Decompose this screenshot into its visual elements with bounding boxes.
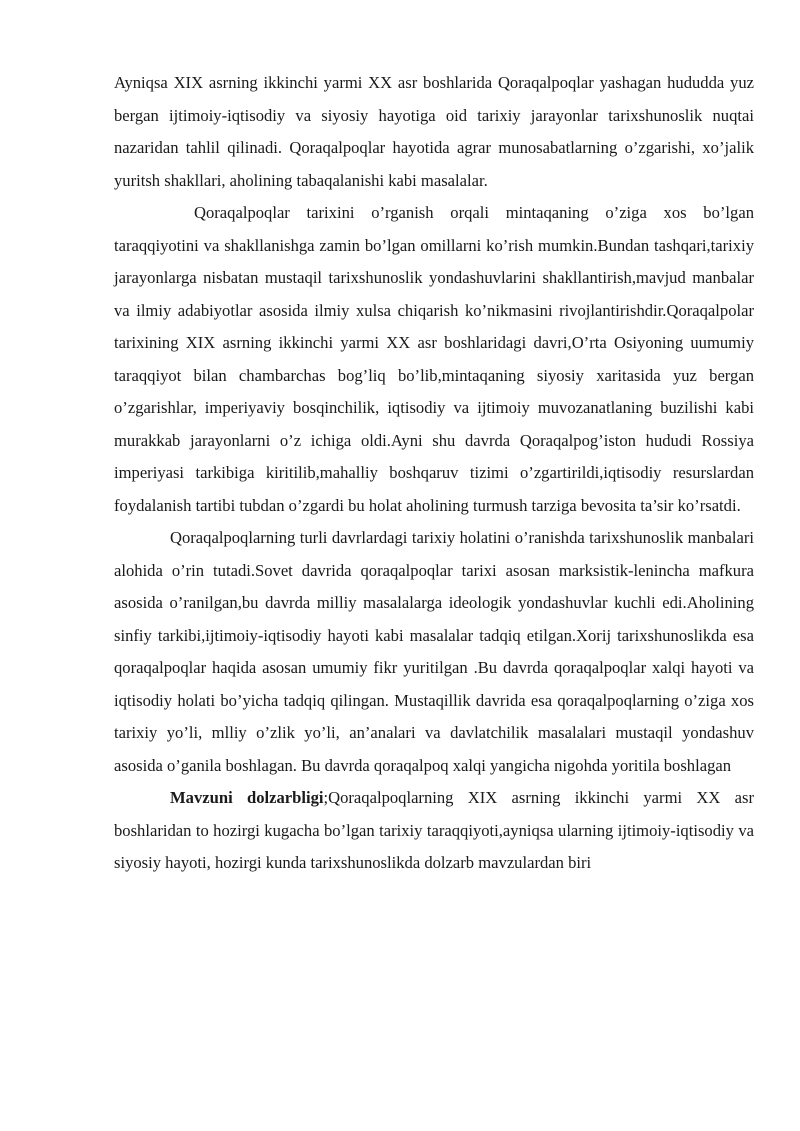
paragraph-historiography: Qoraqalpoqlarning turli davrlardagi tarixiy holatini o’ranishda tarixshunoslik manbalari alohida o’rin tutadi.Sovet davrida qoraqalpoqlar tarixi asosan marksistik-lenincha mafkura asosida o’ranilgan,bu davrda milliy masalalarga ideologik yondashuvlar kuchli edi.Aholining sinfiy tarkibi,ijtimoiy-iqtisodiy hayoti kabi masalalar tadqiq etilgan.Xorij tarixshunoslikda esa qoraqalpoqlar haqida asosan umumiy fikr yuritilgan .Bu davrda qoraqalpoqlar xalqi hayoti va iqtisodiy holati bo’yicha tadqiq qilingan. Mustaqillik davrida esa qoraqalpoqlarning o’ziga xos tarixiy yo’li, mlliy o’zlik yo’li, an’analari va davlatchilik masalalari mustaqil yondashuv asosida o’ganila boshlagan. Bu davrda qoraqalpoq xalqi yangicha nigohda yoritila boshlagan <box>114 528 754 775</box>
relevance-text: ;Qoraqalpoqlarning XIX asrning ikkinchi yarmi XX asr boshlaridan to hozirgi kugacha bo’lgan tarixiy taraqqiyoti,ayniqsa ularning ijtimoiy-iqtisodiy va siyosiy hayoti, hozirgi kunda tarixshunoslikda dolzarb mavzulardan biri <box>114 788 754 872</box>
paragraph-history-study: Qoraqalpoqlar tarixini o’rganish orqali mintaqaning o’ziga xos bo’lgan taraqqiyotini va shakllanishga zamin bo’lgan omillarni ko’rish mumkin.Bundan tashqari,tarixiy jarayonlarga nisbatan mustaqil tarixshunoslik yondashuvlarini shakllantirish,mavjud manbalar va ilmiy adabiyotlar asosida ilmiy xulsa chiqarish ko’nikmasini rivojlantirishdir.Qoraqalpolar tarixining XIX asrning ikkinchi yarmi XX asr boshlaridagi davri,O’rta Osiyoning uumumiy taraqqiyot bilan chambarchas bog’liq bo’lib,mintaqaning siyosiy xaritasida yuz bergan o’zgarishlar, imperiyaviy bosqinchilik, iqtisodiy va ijtimoiy muvozanatlaning buzilishi kabi murakkab jarayonlarni o’z ichiga oldi.Ayni shu davrda Qoraqalpog’iston hududi Rossiya imperiyasi tarkibiga kiritilib,mahalliy boshqaruv tizimi o’zgartirildi,iqtisodiy resurslardan foydalanish tartibi tubdan o’zgardi bu holat aholining turmush tarziga bevosita ta’sir ko’rsatdi. <box>114 203 754 515</box>
relevance-heading: Mavzuni dolzarbligi <box>170 788 324 807</box>
document-page <box>114 67 754 880</box>
paragraph-relevance <box>114 782 754 880</box>
paragraph-intro: Ayniqsa XIX asrning ikkinchi yarmi XX asr boshlarida Qoraqalpoqlar yashagan hududda yuz bergan ijtimoiy-iqtisodiy va siyosiy hayotiga oid tarixiy jarayonlar tarixshunoslik nuqtai nazaridan tahlil qilinadi. Qoraqalpoqlar hayotida agrar munosabatlarning o’zgarishi, xo’jalik yuritsh shakllari, aholining tabaqalanishi kabi masalalar. <box>114 73 754 190</box>
